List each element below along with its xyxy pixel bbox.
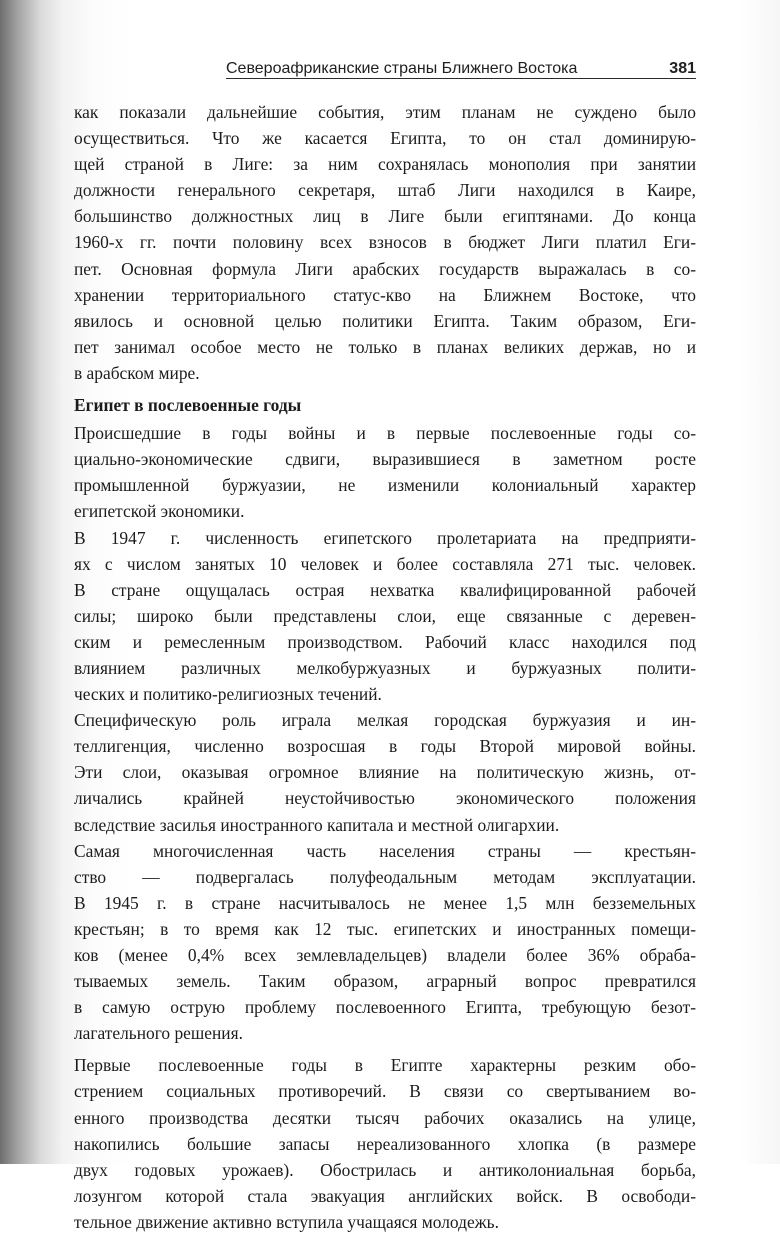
- text-line: египетской экономики.: [74, 501, 245, 522]
- text-line: явилось и основной целью политики Египта. Таким образом, Еги-: [74, 310, 696, 331]
- text-line: промышленной буржуазии, не изменили колониальный характер: [74, 475, 696, 496]
- text-line: большинство должностных лиц в Лиге были египтянами. До конца: [74, 206, 696, 227]
- text-line: двух годовых урожаев). Обострилась и антиколониальная борьба,: [74, 1159, 696, 1180]
- text-line: тельное движение активно вступила учащаяся молодежь.: [74, 1211, 499, 1232]
- text-line: Самая многочисленная часть населения страны — крестьян-: [74, 840, 696, 861]
- text-line: лагательного решения.: [74, 1023, 243, 1044]
- text-line: в самую острую проблему послевоенного Египта, требующую безот-: [74, 997, 696, 1018]
- text-line: ским и ремесленным производством. Рабочий класс находился под: [74, 631, 696, 652]
- text-line: накопились большие запасы нереализованного хлопка (в размере: [74, 1133, 696, 1154]
- text-line: пет занимал особое место не только в планах великих держав, но и: [74, 336, 696, 357]
- paragraph: [74, 707, 696, 837]
- text-line: как показали дальнейшие события, этим планам не суждено было: [74, 102, 696, 122]
- section-heading: Египет в послевоенные годы: [74, 395, 302, 416]
- text-line: Происшедшие в годы войны и в первые послевоенные годы со-: [74, 423, 696, 444]
- running-head-title: Североафриканские страны Ближнего Востока: [226, 60, 578, 77]
- text-line: влиянием различных мелкобуржуазных и буржуазных полити-: [74, 657, 696, 678]
- text-line: лозунгом которой стала эвакуация английских войск. В освободи-: [74, 1185, 696, 1206]
- text-line: 1960-х гг. почти половину всех взносов в бюджет Лиги платил Еги-: [74, 232, 696, 253]
- paragraph: [74, 99, 696, 386]
- text-line: ческих и политико-религиозных течений.: [74, 684, 382, 705]
- text-line: ство — подвергалась полуфеодальным методам эксплуатации.: [74, 866, 696, 887]
- text-line: личались крайней неустойчивостью экономического положения: [74, 788, 696, 809]
- text-line: хранении территориального статус-кво на Ближнем Востоке, что: [74, 284, 696, 305]
- paragraph: [74, 838, 696, 1047]
- text-line: стрением социальных противоречий. В связи со свертыванием во-: [74, 1081, 696, 1102]
- text-line: енного производства десятки тысяч рабочих оказались на улице,: [74, 1107, 696, 1128]
- text-line: ях с числом занятых 10 человек и более составляла 271 тыс. человек.: [74, 553, 696, 574]
- text-line: Первые послевоенные годы в Египте характерны резким обо-: [74, 1055, 696, 1076]
- text-line: тываемых земель. Таким образом, аграрный вопрос превратился: [74, 971, 696, 992]
- text-line: силы; широко были представлены слои, еще связанные с деревен-: [74, 605, 696, 626]
- text-line: вследствие засилья иностранного капитала и местной олигархии.: [74, 814, 560, 835]
- paragraph: [74, 525, 696, 708]
- text-line: циально-экономические сдвиги, выразившиеся в заметном росте: [74, 449, 696, 470]
- paragraph: [74, 420, 696, 524]
- text-line: Эти слои, оказывая огромное влияние на политическую жизнь, от-: [74, 762, 696, 783]
- body-text: [74, 99, 696, 1235]
- text-line: Специфическую роль играла мелкая городская буржуазия и ин-: [74, 710, 696, 731]
- text-line: должности генерального секретаря, штаб Лиги находился в Каире,: [74, 180, 696, 201]
- text-line: осуществиться. Что же касается Египта, то он стал доминирую-: [74, 128, 696, 149]
- page-number: 381: [669, 60, 696, 77]
- text-line: В стране ощущалась острая нехватка квалифицированной рабочей: [74, 579, 696, 600]
- text-line: в арабском мире.: [74, 362, 200, 383]
- running-head: [226, 56, 696, 79]
- text-line: пет. Основная формула Лиги арабских государств выражалась в со-: [74, 258, 696, 279]
- text-line: щей страной в Лиге: за ним сохранялась монополия при занятии: [74, 154, 696, 175]
- text-line: крестьян; в то время как 12 тыс. египетских и иностранных помещи-: [74, 918, 696, 939]
- text-line: В 1945 г. в стране насчитывалось не менее 1,5 млн безземельных: [74, 892, 696, 913]
- paragraph: [74, 1052, 696, 1235]
- text-line: ков (менее 0,4% всех землевладельцев) владели более 36% обраба-: [74, 945, 696, 965]
- text-line: теллигенция, численно возросшая в годы Второй мировой войны.: [74, 736, 696, 757]
- text-line: В 1947 г. численность египетского пролетариата на предприяти-: [74, 527, 696, 548]
